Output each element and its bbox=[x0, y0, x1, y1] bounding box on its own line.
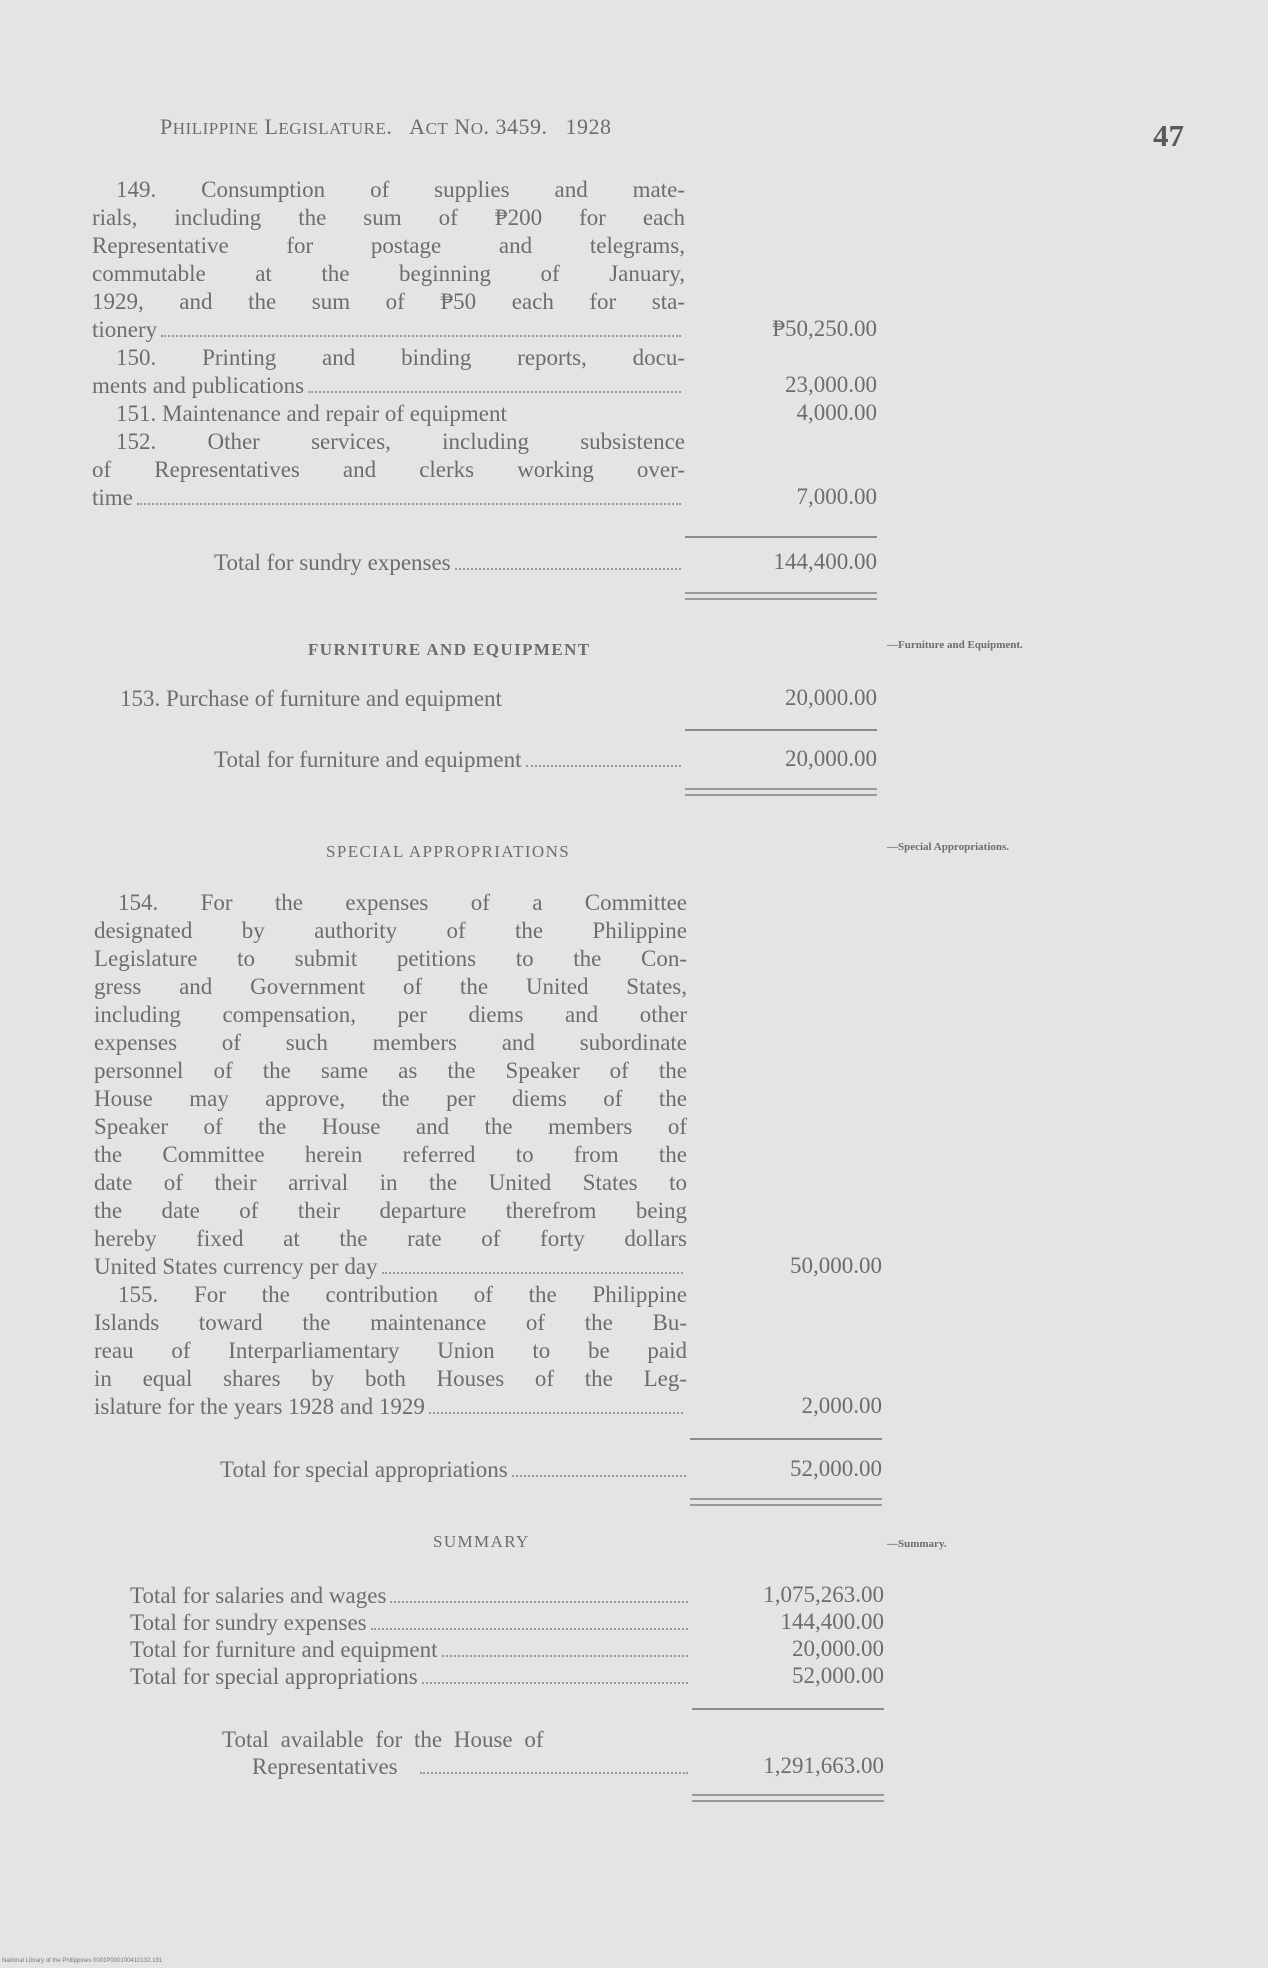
item-154-line: the date of their departure therefrom being bbox=[94, 1198, 687, 1223]
item-154-line: expenses of such members and subordinate bbox=[94, 1030, 687, 1055]
furniture-total-amount: 20,000.00 bbox=[785, 746, 877, 771]
item-150-last-line: ments and publications bbox=[92, 373, 305, 398]
item-152-last-line: time bbox=[92, 485, 133, 510]
grand-total-label-line1: Total available for the House of bbox=[222, 1727, 544, 1752]
double-rule bbox=[685, 788, 877, 796]
rule bbox=[685, 536, 877, 538]
item-155-last-line: islature for the years 1928 and 1929 bbox=[94, 1394, 425, 1419]
special-total-amount: 52,000.00 bbox=[790, 1456, 882, 1481]
item-150 bbox=[92, 344, 685, 400]
item-153: 153. Purchase of furniture and equipment bbox=[120, 686, 502, 711]
special-heading: SPECIAL APPROPRIATIONS bbox=[326, 842, 571, 861]
item-153-amount: 20,000.00 bbox=[785, 685, 877, 710]
summary-margin-note: —Summary. bbox=[887, 1538, 947, 1550]
item-152-line: 152. Other services, including subsistence bbox=[116, 429, 685, 454]
item-154-line: hereby fixed at the rate of forty dollars bbox=[94, 1226, 687, 1251]
summary-row-amount: 20,000.00 bbox=[792, 1636, 884, 1661]
item-154-line: Legislature to submit petitions to the Con- bbox=[94, 946, 687, 971]
dot-leader bbox=[512, 1475, 686, 1477]
item-155 bbox=[94, 1281, 687, 1421]
dot-leader bbox=[382, 1272, 683, 1274]
dot-leader bbox=[429, 1412, 683, 1414]
item-149-last-line: tionery bbox=[92, 317, 158, 342]
summary-heading: SUMMARY bbox=[433, 1532, 530, 1551]
scan-footer: National Library of the Philippines 0001P000100410132.191 bbox=[2, 1958, 163, 1964]
special-margin-note: —Special Appropriations. bbox=[887, 841, 1010, 853]
rule bbox=[692, 1708, 884, 1710]
rule bbox=[685, 729, 877, 731]
item-154-line: including compensation, per diems and other bbox=[94, 1002, 687, 1027]
summary-row bbox=[130, 1609, 692, 1637]
furniture-heading: FURNITURE AND EQUIPMENT bbox=[308, 640, 591, 659]
rule bbox=[690, 1438, 882, 1440]
item-154-line: designated by authority of the Philippine bbox=[94, 918, 687, 943]
item-154-line: the Committee herein referred to from the bbox=[94, 1142, 687, 1167]
dot-leader bbox=[371, 1628, 688, 1630]
item-154-line: Speaker of the House and the members of bbox=[94, 1114, 687, 1139]
item-154-amount: 50,000.00 bbox=[790, 1253, 882, 1278]
summary-row bbox=[130, 1636, 692, 1664]
item-155-line: reau of Interparliamentary Union to be paid bbox=[94, 1338, 687, 1363]
dot-leader bbox=[455, 568, 681, 570]
item-149-line: 1929, and the sum of ₱50 each for sta- bbox=[92, 289, 685, 314]
summary-row-amount: 1,075,263.00 bbox=[763, 1582, 884, 1607]
summary-row-label: Total for salaries and wages bbox=[130, 1583, 387, 1608]
summary-row-label: Total for sundry expenses bbox=[130, 1610, 367, 1635]
item-155-line: 155. For the contribution of the Philippine bbox=[118, 1282, 687, 1307]
item-152-line: of Representatives and clerks working over- bbox=[92, 457, 685, 482]
item-154-last-line: United States currency per day bbox=[94, 1254, 378, 1279]
dot-leader bbox=[137, 503, 681, 505]
item-152-amount: 7,000.00 bbox=[796, 484, 877, 509]
sundry-total-label: Total for sundry expenses bbox=[214, 550, 451, 575]
special-total bbox=[220, 1456, 690, 1484]
item-154-line: personnel of the same as the Speaker of the bbox=[94, 1058, 687, 1083]
double-rule bbox=[685, 592, 877, 600]
grand-total bbox=[252, 1753, 692, 1781]
item-149-line: Representative for postage and telegrams, bbox=[92, 233, 685, 258]
running-head: PHILIPPINE LEGISLATURE. ACT NO. 3459. 1928 bbox=[160, 114, 612, 139]
summary-row-label: Total for furniture and equipment bbox=[130, 1637, 438, 1662]
furniture-total-label: Total for furniture and equipment bbox=[214, 747, 522, 772]
item-154-line: date of their arrival in the United States to bbox=[94, 1170, 687, 1195]
item-155-line: in equal shares by both Houses of the Leg- bbox=[94, 1366, 687, 1391]
summary-row bbox=[130, 1663, 692, 1691]
item-151: 151. Maintenance and repair of equipment bbox=[116, 401, 507, 426]
item-151-amount: 4,000.00 bbox=[796, 400, 877, 425]
item-154-line: gress and Government of the United States, bbox=[94, 974, 687, 999]
grand-total-amount: 1,291,663.00 bbox=[763, 1753, 884, 1778]
item-152 bbox=[92, 428, 685, 512]
item-149-amount: ₱50,250.00 bbox=[772, 316, 877, 341]
summary-row-amount: 52,000.00 bbox=[792, 1663, 884, 1688]
dot-leader bbox=[422, 1682, 688, 1684]
item-155-amount: 2,000.00 bbox=[801, 1393, 882, 1418]
sundry-total bbox=[214, 549, 685, 577]
item-154-line: House may approve, the per diems of the bbox=[94, 1086, 687, 1111]
furniture-total bbox=[214, 746, 685, 774]
special-total-label: Total for special appropriations bbox=[220, 1457, 508, 1482]
grand-total-label-line2: Representatives bbox=[252, 1754, 398, 1779]
dot-leader bbox=[442, 1655, 688, 1657]
sundry-total-amount: 144,400.00 bbox=[773, 549, 877, 574]
item-149-line: 149. Consumption of supplies and mate- bbox=[116, 177, 685, 202]
dot-leader bbox=[420, 1772, 688, 1774]
double-rule bbox=[690, 1498, 882, 1506]
page-number: 47 bbox=[1153, 118, 1184, 153]
dot-leader bbox=[161, 335, 681, 337]
summary-row-amount: 144,400.00 bbox=[780, 1609, 884, 1634]
furniture-margin-note: —Furniture and Equipment. bbox=[887, 639, 1023, 651]
double-rule bbox=[692, 1794, 884, 1802]
item-154-line: 154. For the expenses of a Committee bbox=[118, 890, 687, 915]
item-154 bbox=[94, 889, 687, 1281]
dot-leader bbox=[308, 391, 681, 393]
item-149-line: commutable at the beginning of January, bbox=[92, 261, 685, 286]
item-149-line: rials, including the sum of ₱200 for each bbox=[92, 205, 685, 230]
dot-leader bbox=[526, 765, 681, 767]
item-149 bbox=[92, 176, 685, 344]
item-150-line: 150. Printing and binding reports, docu- bbox=[116, 345, 685, 370]
summary-row-label: Total for special appropriations bbox=[130, 1664, 418, 1689]
summary-row bbox=[130, 1582, 692, 1610]
item-150-amount: 23,000.00 bbox=[785, 372, 877, 397]
item-155-line: Islands toward the maintenance of the Bu- bbox=[94, 1310, 687, 1335]
dot-leader bbox=[390, 1601, 688, 1603]
